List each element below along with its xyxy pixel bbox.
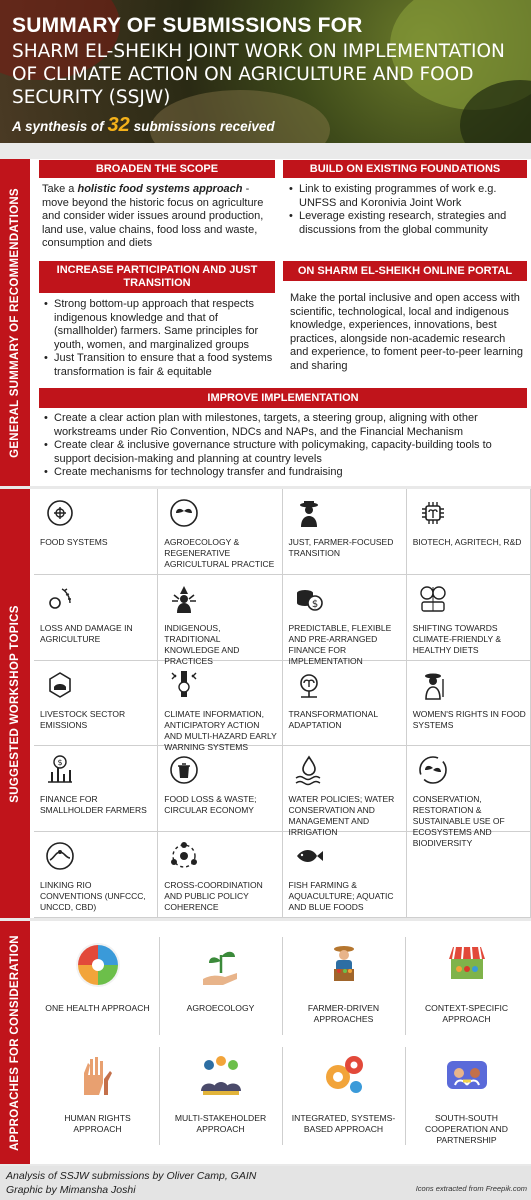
header-banner: [0, 0, 531, 143]
farmer-crate-icon: [320, 941, 368, 989]
heading-implementation: IMPROVE IMPLEMENTATION: [39, 388, 527, 408]
approach-cell: [282, 935, 405, 1045]
footer: [0, 1166, 531, 1200]
smallholder-finance-icon: [44, 754, 76, 786]
topic-label: WOMEN'S RIGHTS IN FOOD SYSTEMS: [412, 708, 526, 730]
broaden-pre: Take a: [42, 183, 78, 195]
topic-label: FISH FARMING & AQUACULTURE; AQUATIC AND BLUE FOODS: [288, 880, 394, 913]
build-text: [287, 183, 527, 237]
broaden-emph: holistic food systems approach: [77, 183, 243, 195]
topic-label: CLIMATE INFORMATION, ANTICIPATORY ACTION AND MULTI-HAZARD EARLY WARNING SYSTEMS: [164, 708, 277, 752]
approaches-section: [30, 921, 531, 1164]
topic-label: PREDICTABLE, FLEXIBLE AND PRE-ARRANGED FINANCE FOR IMPLEMENTATION: [288, 622, 392, 666]
heading-build: BUILD ON EXISTING FOUNDATIONS: [283, 160, 527, 178]
topic-cell: [34, 575, 158, 661]
topic-cell: [283, 832, 407, 918]
indigenous-icon: [168, 583, 200, 615]
credit-graphic: Graphic by Mimansha Joshi: [6, 1184, 136, 1196]
approach-label: SOUTH-SOUTH COOPERATION AND PARTNERSHIP: [425, 1113, 508, 1145]
topic-label: FOOD SYSTEMS: [40, 537, 108, 547]
topic-label: FINANCE FOR SMALLHOLDER FARMERS: [40, 794, 147, 816]
list-item: • Create mechanisms for technology transfer and fundraising: [42, 466, 528, 480]
food-systems-icon: [44, 497, 76, 529]
topics-grid: [34, 489, 531, 918]
coins-icon: [293, 583, 325, 615]
loss-damage-icon: [44, 583, 76, 615]
one-health-icon: [74, 941, 122, 989]
approach-label: CONTEXT-SPECIFIC APPROACH: [424, 1003, 509, 1024]
team-icon: [197, 1051, 245, 1099]
credit-icons: Icons extracted from Freepik.com: [415, 1184, 527, 1193]
food-waste-icon: [168, 754, 200, 786]
approach-cell: [159, 1045, 282, 1155]
topic-cell: [407, 832, 531, 918]
topic-label: LINKING RIO CONVENTIONS (UNFCCC, UNCCD, CBD): [40, 880, 146, 913]
topic-cell: [283, 746, 407, 838]
list-item: • Leverage existing research, strategies and discussions from the global community: [287, 210, 527, 237]
svg-text:$: $: [311, 598, 318, 610]
side-label-approaches: [0, 921, 30, 1164]
topic-cell: [158, 575, 282, 666]
topic-cell: [34, 489, 158, 575]
header-subtitle: SHARM EL-SHEIKH JOINT WORK ON IMPLEMENTATION OF CLIMATE ACTION ON AGRICULTURE AND FOOD SECURITY (SSJW): [12, 41, 505, 108]
column-divider: [159, 1047, 160, 1145]
list-item: • Create clear & inclusive governance structure with policymaking, capacity-building tools to support decision-making and planning at country levels: [42, 439, 528, 466]
partnership-icon: [443, 1051, 491, 1099]
topic-cell: [407, 661, 531, 747]
heading-portal: ON SHARM EL-SHEIKH ONLINE PORTAL: [283, 261, 527, 281]
topic-cell: [407, 489, 531, 575]
approaches-grid: [36, 935, 528, 1155]
fish-icon: [293, 840, 325, 872]
topic-label: SHIFTING TOWARDS CLIMATE-FRIENDLY & HEALTHY DIETS: [412, 622, 502, 655]
topic-label: JUST, FARMER-FOCUSED TRANSITION: [288, 537, 394, 558]
recommendations-section: [30, 159, 531, 486]
topic-cell: [34, 746, 158, 832]
systems-gears-icon: [320, 1051, 368, 1099]
approach-cell: [282, 1045, 405, 1155]
heading-participation: INCREASE PARTICIPATION AND JUST TRANSITION: [39, 261, 275, 293]
market-stall-icon: [443, 941, 491, 989]
approach-cell: [36, 1045, 159, 1155]
approach-label: FARMER-DRIVEN APPROACHES: [307, 1003, 380, 1024]
topic-label: BIOTECH, AGRITECH, R&D: [412, 537, 522, 547]
topic-cell: [283, 661, 407, 747]
side-label-text: SUGGESTED WORKSHOP TOPICS: [9, 604, 21, 803]
topic-cell: [34, 661, 158, 747]
approach-label: INTEGRATED, SYSTEMS-BASED APPROACH: [291, 1113, 396, 1134]
adaptation-icon: [293, 669, 325, 701]
side-label-topics: [0, 489, 30, 918]
topic-label: FOOD LOSS & WASTE; CIRCULAR ECONOMY: [164, 794, 257, 816]
list-item: • Create a clear action plan with milestones, targets, a steering group, aligning with other workstreams under Rio Convention, NDCs and NAPs, and the Financial Mechanism: [42, 412, 528, 439]
tagline-pre: A synthesis of: [12, 119, 104, 134]
topic-label: LIVESTOCK SECTOR EMISSIONS: [40, 708, 126, 730]
topic-label: TRANSFORMATIONAL ADAPTATION: [288, 708, 378, 730]
farmer-icon: [293, 497, 325, 529]
portal-text: Make the portal inclusive and open access with scientific, technological, local and indigenous knowledge, experiences, innovations, best practices, alongside non-academic research and experience, to foment peer-to-peer learning and sharing: [290, 292, 523, 372]
topic-label: WATER POLICIES; WATER CONSERVATION AND MANAGEMENT AND IRRIGATION: [288, 794, 395, 838]
coordination-icon: [168, 840, 200, 872]
diets-icon: [417, 583, 449, 615]
livestock-icon: [44, 669, 76, 701]
topic-cell: [158, 832, 282, 918]
topic-label: INDIGENOUS, TRADITIONAL KNOWLEDGE AND PRACTICES: [164, 622, 240, 666]
topic-cell: [407, 746, 531, 849]
broaden-text: [42, 183, 274, 251]
divider-band: [0, 143, 531, 159]
approach-label: HUMAN RIGHTS APPROACH: [64, 1113, 131, 1134]
approach-cell: [36, 935, 159, 1045]
ecosystem-icon: [417, 754, 449, 786]
warning-system-icon: [168, 669, 200, 701]
list-item: • Link to existing programmes of work e.g. UNFSS and Koronivia Joint Work: [287, 183, 527, 210]
header-tagline: [12, 114, 275, 137]
header-title: SUMMARY OF SUBMISSIONS FOR: [12, 14, 363, 37]
participation-text: [42, 298, 274, 379]
topic-label: LOSS AND DAMAGE IN AGRICULTURE: [40, 622, 133, 644]
water-icon: [293, 754, 325, 786]
approach-cell: [159, 935, 282, 1045]
biotech-icon: [417, 497, 449, 529]
column-divider: [405, 937, 406, 1035]
topic-label: CROSS-COORDINATION AND PUBLIC POLICY COHERENCE: [164, 880, 263, 913]
agroecology-icon: [168, 497, 200, 529]
seedling-hand-icon: [197, 941, 245, 989]
column-divider: [282, 1047, 283, 1145]
topic-cell: [283, 489, 407, 575]
topic-cell: [34, 832, 158, 918]
svg-text:$: $: [57, 758, 63, 768]
broaden-post: - move beyond the historic focus on agriculture and consider wider issues around production, land use, value chains, food loss and waste, consumption and diets: [42, 183, 264, 249]
topic-cell: [158, 746, 282, 832]
topics-section: [30, 489, 531, 918]
list-item: • Strong bottom-up approach that respects indigenous knowledge and that of (smallholder) farmers. Same principles for youth, women, and marginalized groups: [42, 298, 274, 352]
side-label-text: APPROACHES FOR CONSIDERATION: [9, 934, 21, 1151]
topic-label: AGROECOLOGY & REGENERATIVE AGRICULTURAL PRACTICE: [164, 537, 275, 569]
list-item: • Just Transition to ensure that a food systems transformation is fair & equitable: [42, 352, 274, 379]
footer-credits: [6, 1169, 256, 1197]
topic-cell: [158, 489, 282, 575]
approach-label: ONE HEALTH APPROACH: [45, 1003, 150, 1013]
topic-label: CONSERVATION, RESTORATION & SUSTAINABLE USE OF ECOSYSTEMS AND BIODIVERSITY: [412, 794, 505, 849]
woman-farmer-icon: [417, 669, 449, 701]
topic-cell: [407, 575, 531, 661]
submission-count: 32: [107, 114, 130, 136]
side-label-text: GENERAL SUMMARY OF RECOMMENDATIONS: [9, 187, 21, 458]
approach-cell: [405, 1045, 528, 1155]
topic-cell: [283, 575, 407, 666]
column-divider: [282, 937, 283, 1035]
side-label-recommendations: [0, 159, 30, 486]
approach-cell: [405, 935, 528, 1045]
heading-broaden: BROADEN THE SCOPE: [39, 160, 275, 178]
tagline-post: submissions received: [133, 119, 275, 134]
column-divider: [405, 1047, 406, 1145]
column-divider: [159, 937, 160, 1035]
credit-analysis: Analysis of SSJW submissions by Oliver Camp, GAIN: [6, 1170, 257, 1182]
topic-cell: [158, 661, 282, 752]
approach-label: AGROECOLOGY: [186, 1003, 255, 1013]
implementation-text: [42, 412, 528, 480]
approach-label: MULTI-STAKEHOLDER APPROACH: [174, 1113, 267, 1134]
linking-icon: [44, 840, 76, 872]
raised-hands-icon: [74, 1051, 122, 1099]
